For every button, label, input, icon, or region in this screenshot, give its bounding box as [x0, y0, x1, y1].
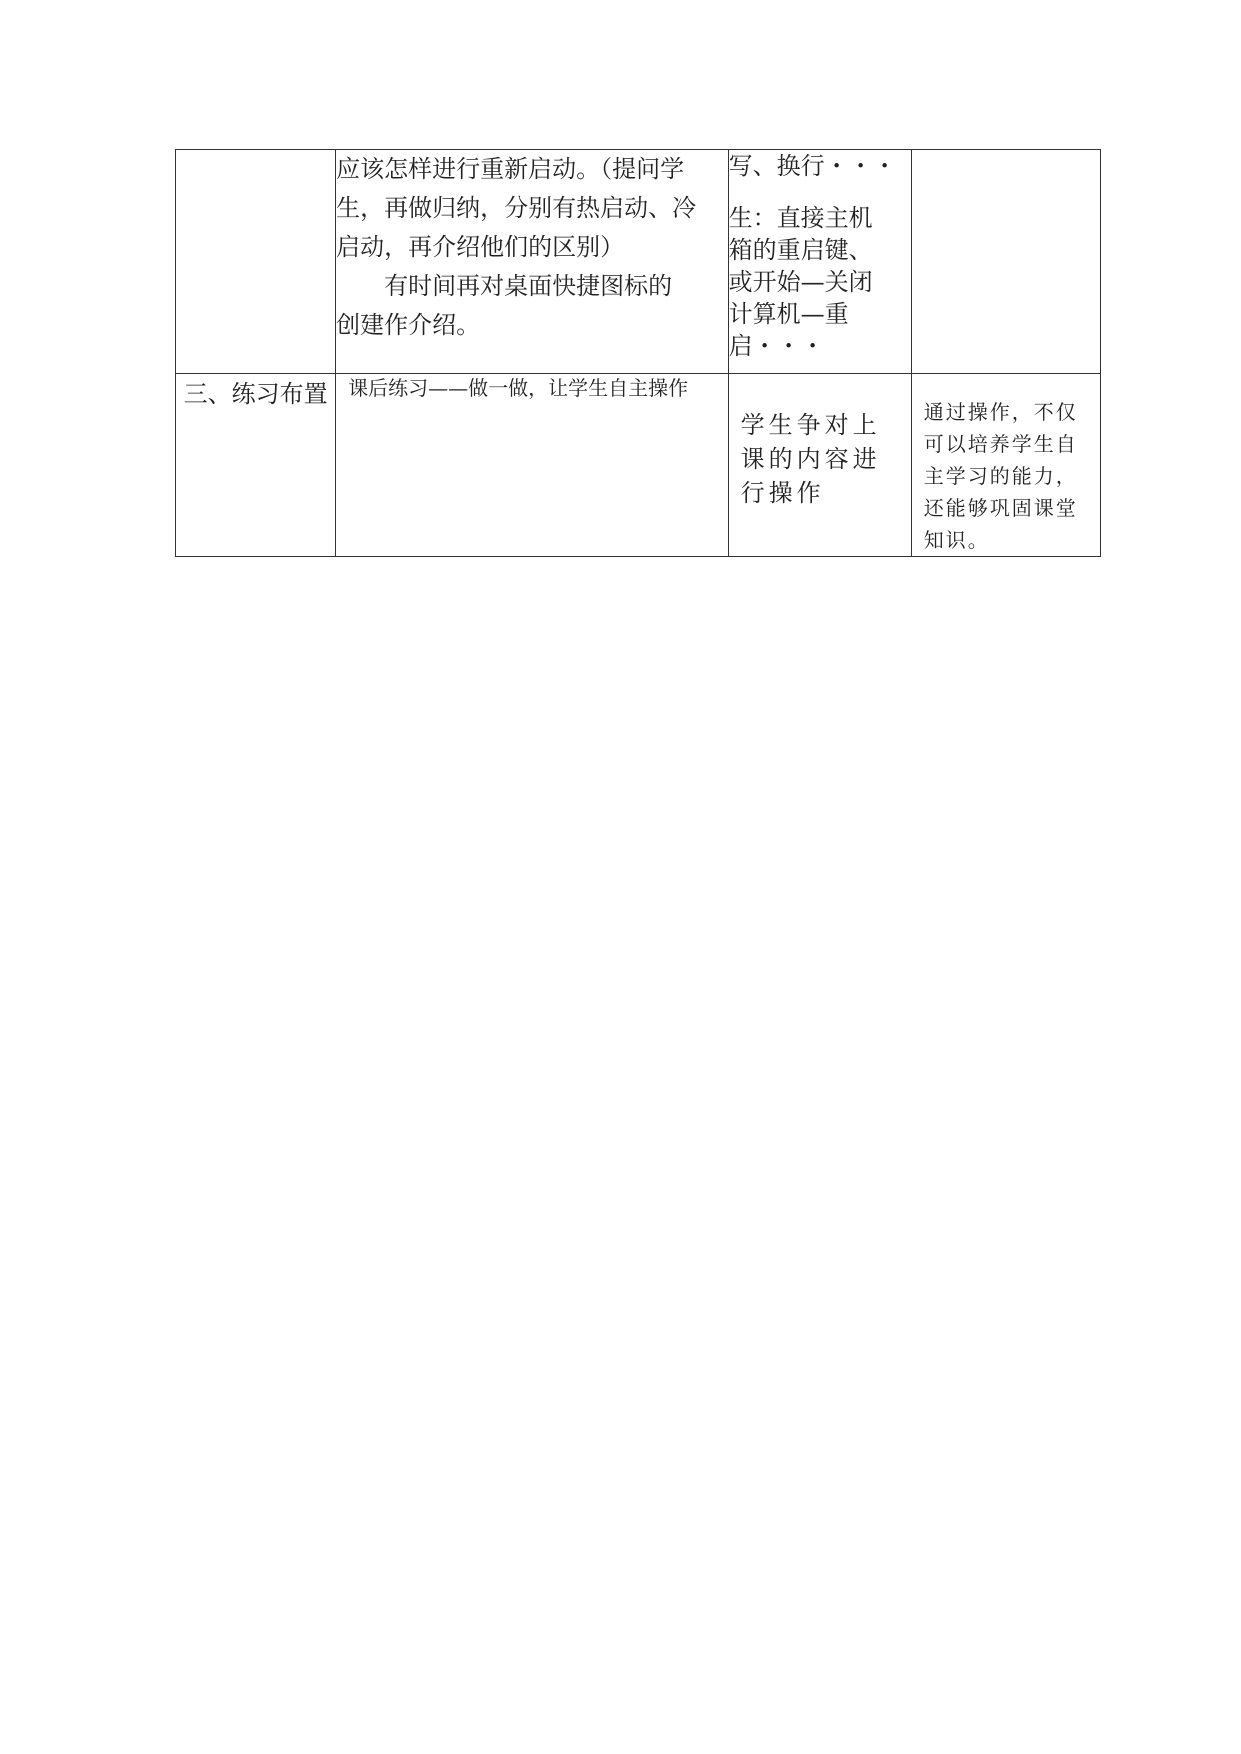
student-line: 生：直接主机 [728, 204, 873, 232]
purpose-cell [911, 374, 1100, 557]
table-row [176, 150, 1101, 374]
table-row [176, 374, 1101, 557]
teacher-activity-cell [336, 150, 728, 374]
student-line: 写、换行・・・ [728, 152, 897, 180]
student-line: 计算机—重 [728, 300, 849, 328]
student-activity-cell [728, 374, 911, 557]
student-text: 学生争对上课的内容进行操作 [740, 411, 881, 507]
stage-cell: 三、练习布置 [176, 374, 336, 557]
teacher-line: 创建作介绍。 [336, 311, 481, 339]
teacher-line: 启动，再介绍他们的区别） [336, 233, 625, 261]
student-line: 启・・・ [728, 332, 825, 360]
stage-cell [176, 150, 336, 374]
purpose-text: 通过操作，不仅可以培养学生自主学习的能力，还能够巩固课堂知识。 [923, 400, 1078, 552]
student-activity-cell [728, 150, 911, 374]
teacher-activity-cell [336, 374, 728, 557]
student-line: 或开始—关闭 [728, 268, 873, 296]
purpose-cell [911, 150, 1100, 374]
student-line: 箱的重启键、 [728, 236, 873, 264]
teacher-line: 有时间再对桌面快捷图标的 [384, 272, 673, 300]
lesson-plan-table [175, 149, 1101, 557]
teacher-line: 应该怎样进行重新启动。（提问学 [336, 155, 685, 183]
teacher-line: 生，再做归纳，分别有热启动、冷 [336, 194, 697, 222]
teacher-text: 课后练习——做一做，让学生自主操作 [348, 376, 689, 400]
